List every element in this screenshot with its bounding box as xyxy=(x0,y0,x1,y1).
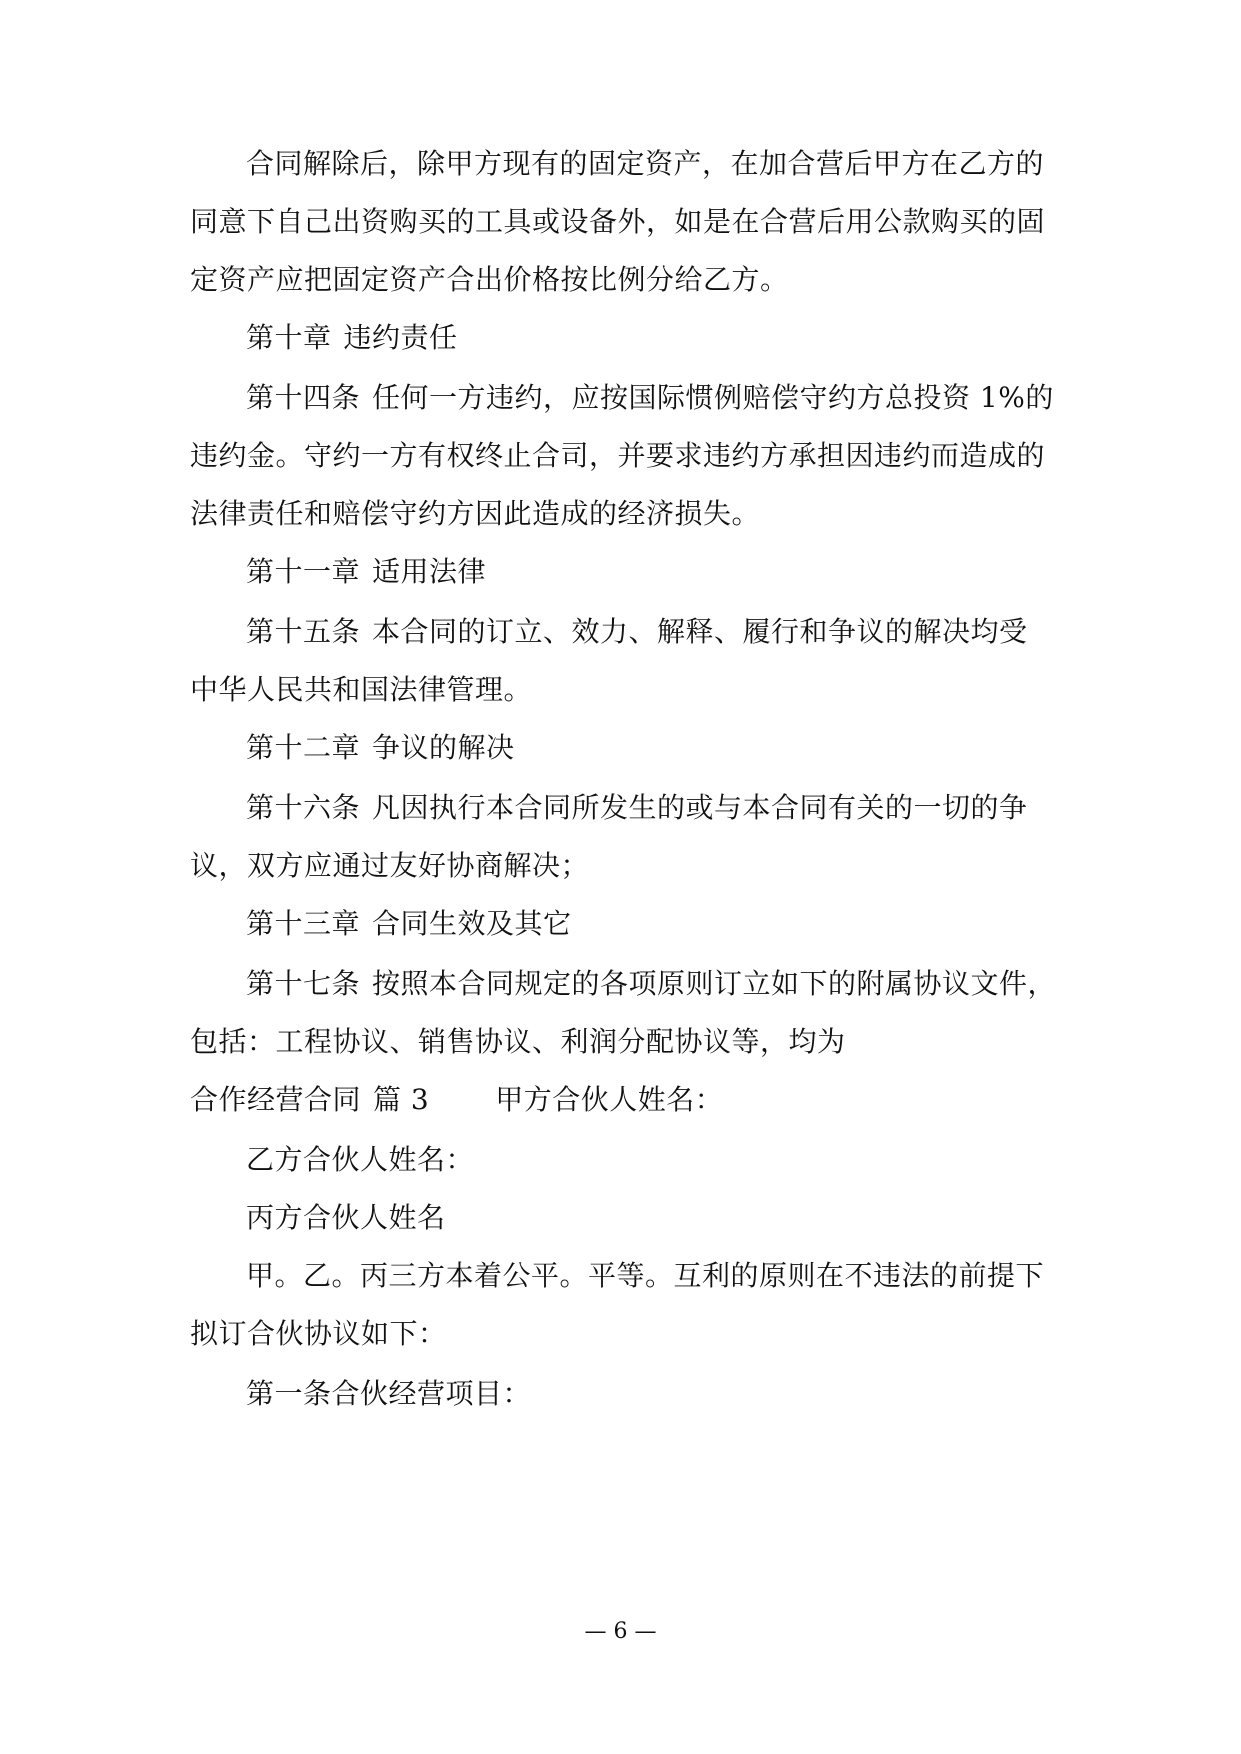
paragraph-line: 甲。乙。丙三方本着公平。平等。互利的原则在不违法的前提下 xyxy=(246,1259,1045,1292)
chapter-heading-12 xyxy=(246,728,515,768)
article-text: 按照本合同规定的各项原则订立如下的附属协议文件， xyxy=(372,967,1057,1000)
party-b-name-label: 乙方合伙人姓名： xyxy=(246,1143,475,1176)
chapter-number: 第十二章 xyxy=(246,731,361,764)
chapter-heading-13 xyxy=(246,904,572,944)
article-16-line xyxy=(246,788,1028,828)
party-a-name-label: 甲方合伙人姓名： xyxy=(495,1083,724,1116)
chapter-title: 违约责任 xyxy=(343,321,458,354)
article-number: 第十五条 xyxy=(246,615,361,648)
paragraph-line: 包括：工程协议、销售协议、利润分配协议等，均为 xyxy=(190,1025,846,1058)
paragraph-line: 中华人民共和国法律管理。 xyxy=(190,673,533,706)
article-17-line xyxy=(246,964,1056,1004)
article-15-line xyxy=(246,612,1028,652)
chapter-number: 第十一章 xyxy=(246,555,361,588)
chapter-title: 适用法律 xyxy=(372,555,487,588)
page-number: — 6 — xyxy=(584,1619,657,1644)
chapter-title: 合同生效及其它 xyxy=(372,907,572,940)
paragraph-line: 定资产应把固定资产合出价格按比例分给乙方。 xyxy=(190,263,789,296)
article-text: 任何一方违约，应按国际惯例赔偿守约方总投资 1%的 xyxy=(372,381,1054,414)
paragraph-line: 议，双方应通过友好协商解决； xyxy=(190,849,590,882)
section-part: 篇 3 xyxy=(373,1083,430,1116)
chapter-number: 第十三章 xyxy=(246,907,361,940)
chapter-number: 第十章 xyxy=(246,321,332,354)
section-heading xyxy=(190,1080,723,1120)
party-c-name-label: 丙方合伙人姓名 xyxy=(246,1201,446,1234)
article-text: 本合同的订立、效力、解释、履行和争议的解决均受 xyxy=(372,615,1028,648)
article-number: 第十七条 xyxy=(246,967,361,1000)
article-number: 第十四条 xyxy=(246,381,361,414)
chapter-heading-11 xyxy=(246,552,486,592)
chapter-title: 争议的解决 xyxy=(372,731,515,764)
chapter-heading-10 xyxy=(246,318,458,358)
section-title: 合作经营合同 xyxy=(190,1083,362,1116)
paragraph-line: 拟订合伙协议如下： xyxy=(190,1317,447,1350)
article-text: 凡因执行本合同所发生的或与本合同有关的一切的争 xyxy=(372,791,1028,824)
article-1-heading: 第一条合伙经营项目： xyxy=(246,1377,532,1410)
paragraph-line: 违约金。守约一方有权终止合司，并要求违约方承担因违约而造成的 xyxy=(190,439,1046,472)
paragraph-line: 同意下自己出资购买的工具或设备外，如是在合营后用公款购买的固 xyxy=(190,205,1046,238)
article-number: 第十六条 xyxy=(246,791,361,824)
paragraph-line: 合同解除后，除甲方现有的固定资产，在加合营后甲方在乙方的 xyxy=(246,147,1045,180)
paragraph-line: 法律责任和赔偿守约方因此造成的经济损失。 xyxy=(190,497,761,530)
article-14-line xyxy=(246,378,1054,418)
